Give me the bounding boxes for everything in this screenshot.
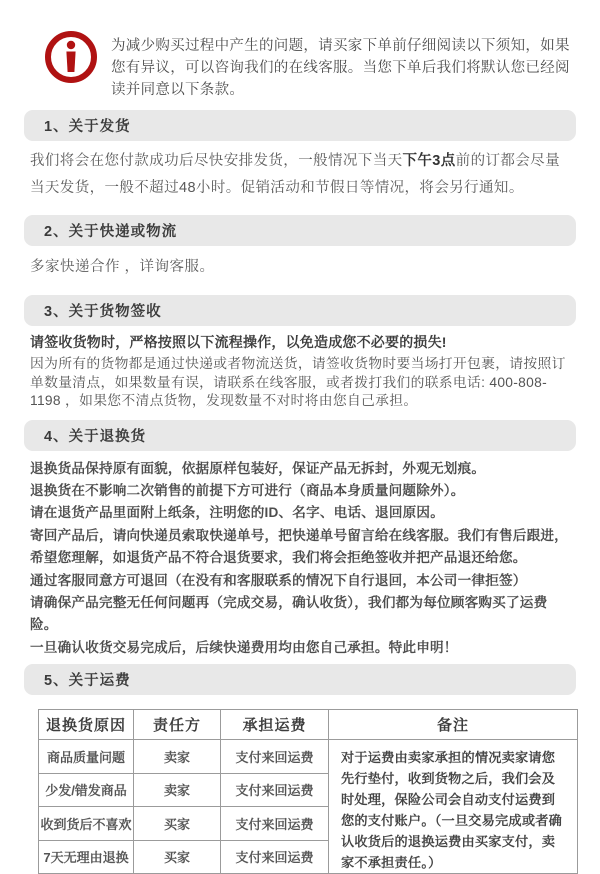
cell-remarks: 对于运费由卖家承担的情况卖家请您先行垫付，收到货物之后，我们会及时处理，保险公司会自动支付运费到您的支付账户。（一旦交易完成或者确认收货后的退换运费由买家支付，卖家不承担责任。） [329,740,578,874]
cell-fee: 支付来回运费 [221,773,329,807]
shipping-body [30,148,572,202]
receiving-warning: 请签收货物时，严格按照以下流程操作，以免造成您不必要的损失! [30,334,447,350]
cell-party: 买家 [134,807,221,841]
returns-line: 退换货在不影响二次销售的前提下方可进行（商品本身质量问题除外）。 [30,482,465,498]
section-title-shipping-label: 1、关于发货 [44,119,131,135]
purchase-notice-page [0,30,600,874]
section-title-logistics-label: 2、关于快递或物流 [44,224,178,240]
cell-fee: 支付来回运费 [221,740,329,774]
shipping-body-bold: 下午3点 [402,153,456,169]
section-title-returns [24,420,576,451]
returns-line: 退换货品保持原有面貌，依据原样包装好，保证产品无拆封，外观无划痕。 [30,460,486,476]
header-responsible-party: 责任方 [134,710,221,740]
cell-party: 买家 [134,840,221,874]
returns-line: 一旦确认收货交易完成后，后续快递费用均由您自己承担。特此申明！ [30,639,458,655]
section-title-freight [24,664,576,695]
logistics-body: 多家快递合作 ，详询客服。 [30,259,215,275]
returns-body [30,458,572,660]
returns-line: 请在退货产品里面附上纸条，注明您的ID、名字、电话、退回原因。 [30,505,445,521]
cell-reason: 商品质量问题 [39,740,134,774]
section-title-shipping [24,110,576,141]
cell-party: 卖家 [134,740,221,774]
section-title-logistics [24,215,576,246]
header-freight-bearer: 承担运费 [221,710,329,740]
notice-text: 为减少购买过程中产生的问题，请买家下单前仔细阅读以下须知，如果您有异议，可以咨询我们的在线客服。当您下单后我们将默认您已经阅读并同意以下条款。 [111,38,570,98]
header-remarks: 备注 [329,710,578,740]
freight-table [38,709,578,874]
cell-party: 卖家 [134,773,221,807]
cell-reason: 收到货后不喜欢 [39,807,134,841]
returns-line: 寄回产品后，请向快递员索取快递单号，把快递单号留言给在线客服。我们有售后跟进，希望您理解，如退货产品不符合退货要求，我们将会拒绝签收并把产品退还给您。 [30,527,568,566]
section-title-receiving [24,295,576,326]
info-icon [44,30,98,84]
section-title-freight-label: 5、关于运费 [44,673,131,690]
cell-reason: 7天无理由退换 [39,840,134,874]
shipping-body-after: 前的订都会尽量当天发货，一般不超过48小时。促销活动和节假日等情况，将会另行通知。 [30,153,560,196]
freight-table-header-row [39,710,578,740]
shipping-body-before: 我们将会在您付款成功后尽快安排发货，一般情况下当天 [30,153,403,169]
top-notice [44,30,572,101]
section-title-receiving-label: 3、关于货物签收 [44,304,162,320]
section-title-returns-label: 4、关于退换货 [44,428,147,445]
cell-fee: 支付来回运费 [221,840,329,874]
returns-line: 通过客服同意方可退回（在没有和客服联系的情况下自行退回，本公司一律拒签） [30,572,527,588]
cell-fee: 支付来回运费 [221,807,329,841]
header-return-reason: 退换货原因 [39,710,134,740]
returns-line: 请确保产品完整无任何问题再（完成交易，确认收货），我们都为每位顾客购买了运费险。 [30,594,548,633]
receiving-body: 因为所有的货物都是通过快递或者物流送货，请签收货物时要当场打开包裹，请按照订单数量清点，如果数量有误，请联系在线客服，或者拨打我们的联系电话: 400-808-1198 ，如果您不清点货物，发现数量不对时将由您自己承担。 [30,356,566,408]
cell-reason: 少发/错发商品 [39,773,134,807]
table-row [39,740,578,774]
